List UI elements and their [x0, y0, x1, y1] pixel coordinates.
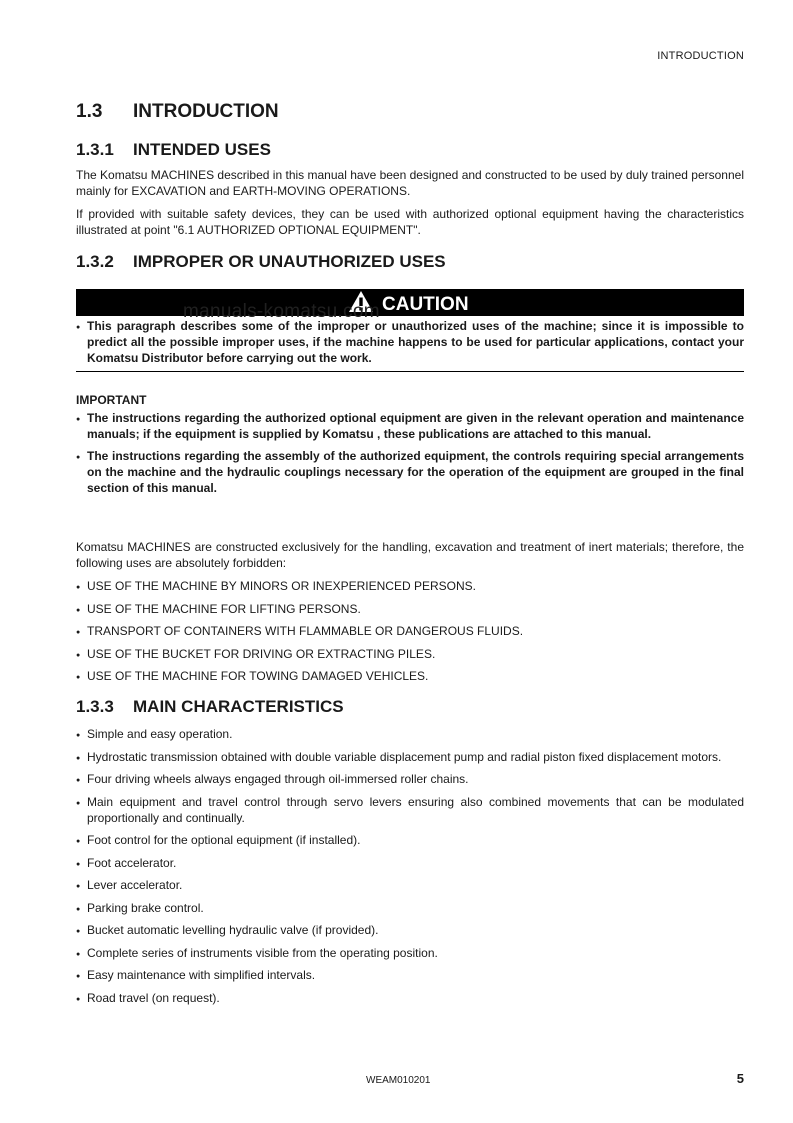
- manual-page: [76, 0, 744, 1123]
- footer-document-code: WEAM010201: [366, 1075, 431, 1086]
- important-list: [76, 410, 744, 496]
- characteristic-item: ● Four driving wheels always engaged through oil-immersed roller chains.: [76, 771, 744, 787]
- intended-uses-number: 1.3.1: [76, 140, 114, 159]
- forbidden-use-item: ● USE OF THE MACHINE FOR TOWING DAMAGED VEHICLES.: [76, 668, 744, 684]
- forbidden-uses-list: [76, 578, 744, 684]
- important-item: ● The instructions regarding the assembly of the authorized equipment, the controls requiring special arrangements on the machine and the hydraulic couplings necessary for the operation of the equipment are grouped in the final section of this manual.: [76, 448, 744, 496]
- section-title: INTRODUCTION: [133, 101, 279, 122]
- forbidden-use-item: ● USE OF THE MACHINE BY MINORS OR INEXPERIENCED PERSONS.: [76, 578, 744, 594]
- forbidden-use-item: ● USE OF THE BUCKET FOR DRIVING OR EXTRACTING PILES.: [76, 646, 744, 662]
- caution-divider: [76, 371, 744, 372]
- characteristic-item: ● Bucket automatic levelling hydraulic valve (if provided).: [76, 922, 744, 938]
- main-characteristics-title: MAIN CHARACTERISTICS: [133, 697, 344, 716]
- characteristic-item: ● Main equipment and travel control through servo levers ensuring also combined movements that can be modulated proportionally and continually.: [76, 794, 744, 826]
- main-characteristics-heading: [76, 697, 344, 717]
- characteristic-item: ● Foot control for the optional equipment (if installed).: [76, 832, 744, 848]
- characteristic-item: ● Road travel (on request).: [76, 990, 744, 1006]
- forbidden-use-item: ● TRANSPORT OF CONTAINERS WITH FLAMMABLE OR DANGEROUS FLUIDS.: [76, 623, 744, 639]
- characteristic-item: ● Foot accelerator.: [76, 855, 744, 871]
- characteristic-item: ● Complete series of instruments visible from the operating position.: [76, 945, 744, 961]
- intended-uses-paragraph-2: If provided with suitable safety devices, they can be used with authorized optional equipment having the characteristics illustrated at point "6.1 AUTHORIZED OPTIONAL EQUIPMENT".: [76, 207, 744, 237]
- intended-uses-paragraph-1: The Komatsu MACHINES described in this manual have been designed and constructed to be used by duly trained personnel mainly for EXCAVATION and EARTH-MOVING OPERATIONS.: [76, 168, 744, 198]
- running-header: INTRODUCTION: [657, 50, 744, 62]
- forbidden-use-item: ● USE OF THE MACHINE FOR LIFTING PERSONS.: [76, 601, 744, 617]
- page-number: 5: [736, 1071, 744, 1086]
- caution-item: ● This paragraph describes some of the improper or unauthorized uses of the machine; since it is impossible to predict all the possible improper uses, if the machine happens to be used for particular applications, contact your Komatsu Distributor before carrying out the work.: [76, 318, 744, 366]
- characteristic-item: ● Easy maintenance with simplified intervals.: [76, 967, 744, 983]
- watermark-text: manuals-komatsu.com: [183, 301, 380, 322]
- intended-uses-title: INTENDED USES: [133, 140, 271, 159]
- caution-label: CAUTION: [382, 294, 469, 315]
- important-item: ● The instructions regarding the authorized optional equipment are given in the relevant operation and maintenance manuals; if the equipment is supplied by Komatsu , these publications are attached to this manual.: [76, 410, 744, 442]
- characteristic-item: ● Simple and easy operation.: [76, 726, 744, 742]
- intended-uses-heading: [76, 140, 271, 160]
- characteristic-item: ● Parking brake control.: [76, 900, 744, 916]
- forbidden-intro: Komatsu MACHINES are constructed exclusively for the handling, excavation and treatment of inert materials; therefore, the following uses are absolutely forbidden:: [76, 540, 744, 570]
- section-heading: [76, 101, 279, 123]
- improper-uses-heading: [76, 252, 446, 272]
- caution-list: [76, 318, 744, 366]
- characteristics-list: [76, 726, 744, 1006]
- caution-banner: [76, 289, 744, 316]
- characteristic-item: ● Lever accelerator.: [76, 877, 744, 893]
- improper-uses-title: IMPROPER OR UNAUTHORIZED USES: [133, 252, 446, 271]
- main-characteristics-number: 1.3.3: [76, 697, 114, 716]
- improper-uses-number: 1.3.2: [76, 252, 114, 271]
- section-number: 1.3: [76, 101, 103, 122]
- characteristic-item: ● Hydrostatic transmission obtained with double variable displacement pump and radial piston fixed displacement motors.: [76, 749, 744, 765]
- important-label: IMPORTANT: [76, 393, 147, 407]
